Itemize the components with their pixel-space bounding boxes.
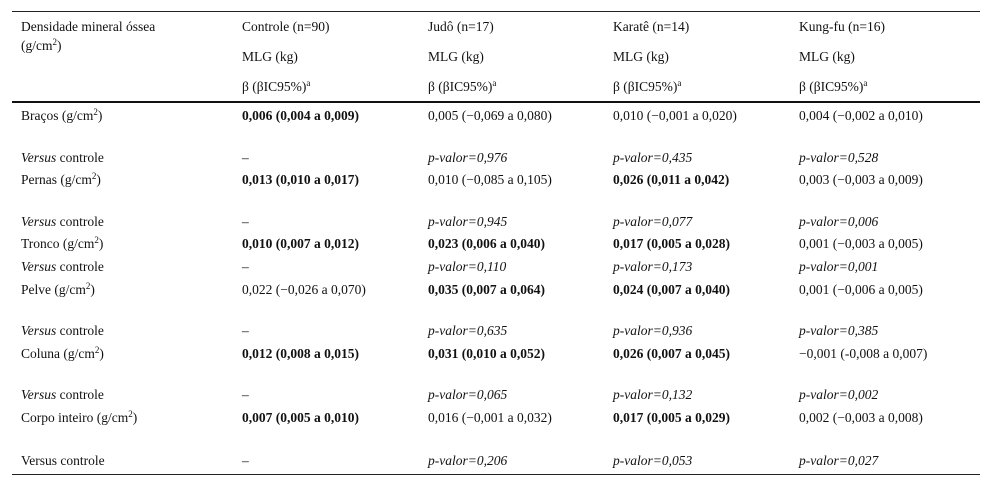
pvalue-text: p-valor=0,976 xyxy=(428,150,508,165)
bottom-rule xyxy=(12,474,980,475)
versus-label xyxy=(21,385,104,404)
versus-word: Versus xyxy=(21,323,57,338)
pvalue-text: p-valor=0,065 xyxy=(428,387,508,402)
versus-label xyxy=(21,148,104,167)
cell-pelve-karate: 0,024 (0,007 a 0,040) xyxy=(613,282,730,297)
cell-versus4-controle: – xyxy=(242,323,249,338)
cell-pernas-controle: 0,013 (0,010 a 0,017) xyxy=(242,172,359,187)
header-group-karate: Karatê (n=14) xyxy=(613,19,690,34)
cell-tronco-controle: 0,010 (0,007 a 0,012) xyxy=(242,236,359,251)
beta-sup: a xyxy=(863,78,868,88)
cell-versus6-kungfu: p-valor=0,027 xyxy=(799,453,879,468)
cell-versus6-controle: – xyxy=(242,453,249,468)
cell-pelve-judo: 0,035 (0,007 a 0,064) xyxy=(428,282,545,297)
row-label-text: Pernas (g/cm xyxy=(21,172,92,187)
cell-versus2-controle: – xyxy=(242,214,249,229)
versus-label-last: Versus controle xyxy=(21,453,105,468)
cell-versus1-judo xyxy=(428,148,507,167)
versus-label xyxy=(21,321,104,340)
beta-label: β (βIC95%) xyxy=(428,79,493,94)
row-label-pelve xyxy=(21,280,95,299)
row-label-close: ) xyxy=(97,108,103,123)
cell-versus4-karate: p-valor=0,936 xyxy=(613,323,693,338)
header-unit-judo: MLG (kg) xyxy=(428,49,484,64)
cell-pernas-kungfu: 0,003 (−0,003 a 0,009) xyxy=(799,172,923,187)
versus-rest: controle xyxy=(56,387,104,402)
cell-versus4-kungfu: p-valor=0,385 xyxy=(799,323,879,338)
header-beta-kungfu xyxy=(799,77,867,96)
versus-word: Versus xyxy=(21,150,57,165)
row-label-close: ) xyxy=(132,410,138,425)
header-unit-kungfu: MLG (kg) xyxy=(799,49,855,64)
cell-versus3-karate: p-valor=0,173 xyxy=(613,259,693,274)
versus-rest: controle xyxy=(56,150,104,165)
header-beta-judo xyxy=(428,77,496,96)
row-label-tronco xyxy=(21,234,103,253)
cell-corpo-karate: 0,017 (0,005 a 0,029) xyxy=(613,410,730,425)
cell-corpo-judo: 0,016 (−0,001 a 0,032) xyxy=(428,410,552,425)
row-label-close: ) xyxy=(96,172,101,187)
cell-tronco-judo: 0,023 (0,006 a 0,040) xyxy=(428,236,545,251)
row-label-text: Corpo inteiro (g/cm xyxy=(21,410,129,425)
cell-corpo-controle: 0,007 (0,005 a 0,010) xyxy=(242,410,359,425)
header-beta-controle xyxy=(242,77,310,96)
header-col-density xyxy=(21,17,231,55)
row-label-pernas xyxy=(21,170,101,189)
cell-versus5-judo xyxy=(428,385,507,404)
row-label-text: Tronco (g/cm xyxy=(21,236,95,251)
beta-sup: a xyxy=(492,78,497,88)
versus-rest: controle xyxy=(56,214,104,229)
cell-bracos-karate: 0,010 (−0,001 a 0,020) xyxy=(613,108,737,123)
versus-word: Versus xyxy=(21,387,57,402)
cell-pernas-karate: 0,026 (0,011 a 0,042) xyxy=(613,172,730,187)
cell-versus5-kungfu: p-valor=0,002 xyxy=(799,387,879,402)
cell-coluna-controle: 0,012 (0,008 a 0,015) xyxy=(242,346,359,361)
cell-pernas-judo: 0,010 (−0,085 a 0,105) xyxy=(428,172,552,187)
cell-pelve-controle: 0,022 (−0,026 a 0,070) xyxy=(242,282,366,297)
versus-word: Versus xyxy=(21,214,57,229)
cell-versus3-judo: p-valor=0,110 xyxy=(428,259,507,274)
cell-versus5-controle: – xyxy=(242,387,249,402)
beta-sup: a xyxy=(677,78,682,88)
row-label-corpo-inteiro xyxy=(21,408,137,427)
cell-versus2-karate: p-valor=0,077 xyxy=(613,214,693,229)
versus-rest: controle xyxy=(56,259,104,274)
row-label-sup: 2 xyxy=(91,171,97,181)
row-label-text: Coluna (g/cm xyxy=(21,346,95,361)
cell-versus3-kungfu: p-valor=0,001 xyxy=(799,259,879,274)
cell-coluna-kungfu: −0,001 (-0,008 a 0,007) xyxy=(799,346,928,361)
row-label-sup: 2 xyxy=(94,235,99,245)
row-label-close: ) xyxy=(98,236,104,251)
versus-word: Versus xyxy=(21,259,57,274)
cell-bracos-kungfu: 0,004 (−0,002 a 0,010) xyxy=(799,108,923,123)
beta-sup: a xyxy=(306,78,311,88)
cell-tronco-karate: 0,017 (0,005 a 0,028) xyxy=(613,236,730,251)
row-label-coluna xyxy=(21,344,104,363)
cell-versus1-karate: p-valor=0,435 xyxy=(613,150,693,165)
row-label-sup: 2 xyxy=(85,281,91,291)
top-rule xyxy=(12,11,980,12)
header-unit-karate: MLG (kg) xyxy=(613,49,669,64)
header-density-label: Densidade mineral óssea xyxy=(21,19,156,34)
cell-versus5-karate: p-valor=0,132 xyxy=(613,387,693,402)
row-label-close: ) xyxy=(99,346,104,361)
cell-versus4-judo: p-valor=0,635 xyxy=(428,323,508,338)
header-beta-karate xyxy=(613,77,681,96)
cell-versus3-controle: – xyxy=(242,259,249,274)
row-label-close: ) xyxy=(90,282,95,297)
cell-versus6-judo: p-valor=0,206 xyxy=(428,453,508,468)
cell-bracos-judo: 0,005 (−0,069 a 0,080) xyxy=(428,108,552,123)
cell-bracos-controle: 0,006 (0,004 a 0,009) xyxy=(242,108,359,123)
row-label-text: Pelve (g/cm xyxy=(21,282,86,297)
cell-versus6-karate: p-valor=0,053 xyxy=(613,453,693,468)
cell-versus1-kungfu: p-valor=0,528 xyxy=(799,150,879,165)
versus-label xyxy=(21,257,104,276)
beta-label: β (βIC95%) xyxy=(613,79,678,94)
header-rule xyxy=(12,101,980,103)
cell-versus2-judo: p-valor=0,945 xyxy=(428,214,508,229)
cell-versus1-controle: – xyxy=(242,150,249,165)
cell-coluna-judo: 0,031 (0,010 a 0,052) xyxy=(428,346,545,361)
row-label-text: Braços (g/cm xyxy=(21,108,94,123)
header-unit-controle: MLG (kg) xyxy=(242,49,298,64)
cell-pelve-kungfu: 0,001 (−0,006 a 0,005) xyxy=(799,282,923,297)
beta-label: β (βIC95%) xyxy=(242,79,307,94)
cell-versus2-kungfu: p-valor=0,006 xyxy=(799,214,879,229)
cell-corpo-kungfu: 0,002 (−0,003 a 0,008) xyxy=(799,410,923,425)
header-density-unit: (g/cm xyxy=(21,38,53,53)
header-density-unit-close: ) xyxy=(57,38,62,53)
versus-rest: controle xyxy=(56,323,104,338)
beta-label: β (βIC95%) xyxy=(799,79,864,94)
header-density-unit-sup: 2 xyxy=(52,37,57,47)
versus-label xyxy=(21,212,104,231)
row-label-sup: 2 xyxy=(94,345,100,355)
header-group-controle: Controle (n=90) xyxy=(242,19,330,34)
cell-coluna-karate: 0,026 (0,007 a 0,045) xyxy=(613,346,730,361)
row-label-sup: 2 xyxy=(93,107,98,117)
row-label-sup: 2 xyxy=(128,409,133,419)
header-group-judo: Judô (n=17) xyxy=(428,19,494,34)
row-label-bracos xyxy=(21,106,102,125)
cell-tronco-kungfu: 0,001 (−0,003 a 0,005) xyxy=(799,236,923,251)
header-group-kungfu: Kung-fu (n=16) xyxy=(799,19,885,34)
